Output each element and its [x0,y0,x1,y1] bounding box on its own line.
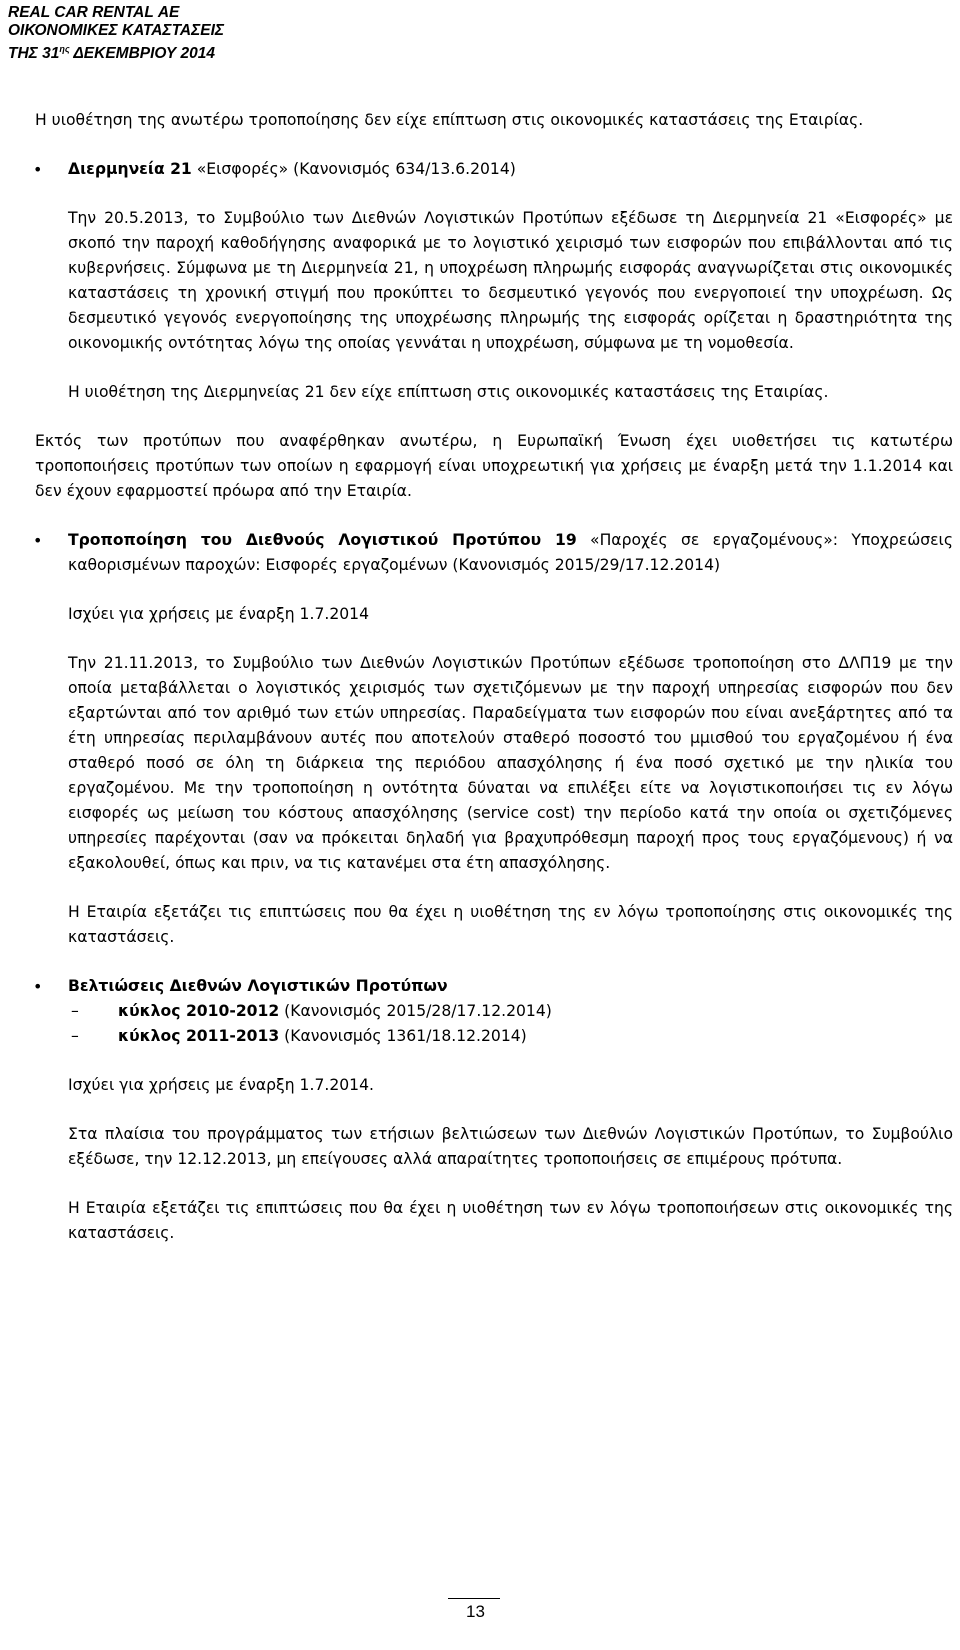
paragraph-ias19-effective: Ισχύει για χρήσεις με έναρξη 1.7.2014 [68,605,370,623]
list-item-cycle-2011-2013: – κύκλος 2011-2013 (Κανονισμός 1361/18.12.2014) [35,1024,953,1049]
dash-icon: – [71,1027,79,1045]
bullet-icon: • [33,160,43,179]
paragraph-improvements-description: Στα πλαίσια του προγράμματος των ετήσιων βελτιώσεων των Διεθνών Λογιστικών Προτύπων, το Συμβούλιο εξέδωσε, την 12.12.2013, μη επείγουσες αλλά απαραίτητες τροποποιήσεις σε επιμέρους πρότυπα. [68,1125,953,1168]
company-name: REAL CAR RENTAL ΑΕ [8,4,180,21]
bullet-ifric21: • Διερμηνεία 21 «Εισφορές» (Κανονισμός 634/13.6.2014) [35,157,953,182]
paragraph-ias19-review: Η Εταιρία εξετάζει τις επιπτώσεις που θα έχει η υιοθέτηση της εν λόγω τροποποίησης στις οικονομικές της καταστάσεις. [68,903,953,946]
paragraph-improvements-effective: Ισχύει για χρήσεις με έναρξη 1.7.2014. [68,1076,374,1094]
document-body [35,108,953,1246]
report-title: ΟΙΚΟΝΟΜΙΚΕΣ ΚΑΤΑΣΤΑΣΕΙΣ [8,22,225,39]
document-header [8,4,224,63]
dash-icon: – [71,1002,79,1020]
paragraph-ifric21-description: Την 20.5.2013, το Συμβούλιο των Διεθνών Λογιστικών Προτύπων εξέδωσε τη Διερμηνεία 21 «Εισφορές» με σκοπό την παροχή καθοδήγησης αναφορικά με το λογιστικό χειρισμό των εισφορών που επιβάλλονται από τις κυβερνήσεις. Σύμφωνα με τη Διερμηνεία 21, η υποχρέωση πληρωμής εισφοράς αναγνωρίζεται στις οικονομικές καταστάσεις τη χρονική στιγμή που προκύπτει το δεσμευτικό γεγονός που ενεργοποιεί την υποχρέωση. Ως δεσμευτικό γεγονός ενεργοποίησης της υποχρέωσης πληρωμής της εισφοράς ορίζεται η δραστηριότητα της οικονομικής οντότητας λόγω της οποίας γεννάται η υποχρέωση, σύμφωνα με τη νομοθεσία. [68,209,953,352]
bullet-icon: • [33,977,43,996]
page-number: 13 [466,1602,485,1621]
page-number-rule [448,1598,500,1599]
paragraph-adoption-effect: Η υιοθέτηση της ανωτέρω τροποποίησης δεν είχε επίπτωση στις οικονομικές καταστάσεις της Εταιρίας. [35,111,864,129]
report-date: ΤΗΣ $31^{\eta\varsigma}$ ΔΕΚΕΜΒΡΙΟΥ 2014 [8,44,215,63]
paragraph-eu-adopted: Εκτός των προτύπων που αναφέρθηκαν ανωτέρω, η Ευρωπαϊκή Ένωση έχει υιοθετήσει τις κατωτέρω τροποποιήσεις προτύπων των οποίων η εφαρμογή είναι υποχρεωτική για χρήσεις με έναρξη μετά την 1.1.2014 και δεν έχουν εφαρμοστεί πρόωρα από την Εταιρία. [35,432,953,500]
paragraph-improvements-review: Η Εταιρία εξετάζει τις επιπτώσεις που θα έχει η υιοθέτηση των εν λόγω τροποποιήσεων στις οικονομικές της καταστάσεις. [68,1199,953,1242]
paragraph-ifric21-effect: Η υιοθέτηση της Διερμηνείας 21 δεν είχε επίπτωση στις οικονομικές καταστάσεις της Εταιρίας. [68,383,829,401]
paragraph-ias19-description: Την 21.11.2013, το Συμβούλιο των Διεθνών Λογιστικών Προτύπων εξέδωσε τροποποίηση στο ΔΛΠ19 με την οποία μεταβάλλεται ο λογιστικός χειρισμός των σχετιζόμενων με την παροχή υπηρεσίας εισφορών που δεν εξαρτώνται από τον αριθμό των ετών υπηρεσίας. Παραδείγματα των εισφορών που είναι ανεξάρτητες από τα έτη υπηρεσίας περιλαμβάνουν αυτές που αποτελούν σταθερό ποσοστό του μμισθού του εργαζομένου ή ένα σταθερό ποσό σε όλη τη διάρκεια της περιόδου απασχόλησης ή ένα ποσό σχετικό με την ηλικία του εργαζομένου. Με την τροποποίηση η οντότητα δύναται να επιλέξει είτε να λογιστικοποιήσει τις εν λόγω εισφορές ως μείωση του κόστους απασχόλησης (service cost) την περίοδο κατά την οποία οι σχετιζόμενες υπηρεσίες παρέχονται (σαν να πρόκειται δηλαδή για βραχυπρόθεσμη παροχή προς τους εργαζόμενους) ή να εξακολουθεί, όπως και πριν, να τις κατανέμει στα έτη απασχόλησης. [68,654,953,872]
list-item-cycle-2010-2012: – κύκλος 2010-2012 (Κανονισμός 2015/28/17.12.2014) [35,999,953,1024]
bullet-ias19: • Τροποποίηση του Διεθνούς Λογιστικού Προτύπου 19 «Παροχές σε εργαζομένους»: Υποχρεώσεις καθορισμένων παροχών: Εισφορές εργαζομένων (Κανονισμός 2015/29/17.12.2014) [35,528,953,578]
bullet-improvements: • Βελτιώσεις Διεθνών Λογιστικών Προτύπων [35,974,953,999]
bullet-icon: • [33,531,43,550]
